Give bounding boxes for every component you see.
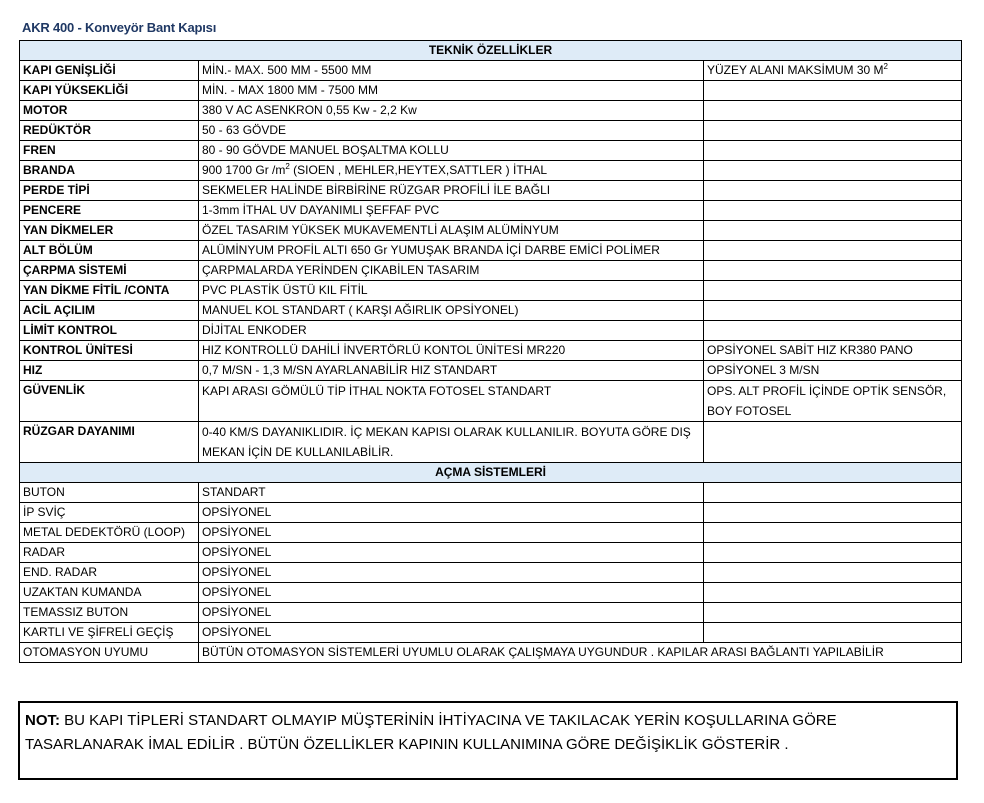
spec-table-body: [20, 41, 962, 663]
spec-value: DİJİTAL ENKODER: [199, 321, 704, 341]
spec-value: 80 - 90 GÖVDE MANUEL BOŞALTMA KOLLU: [199, 141, 704, 161]
spec-value-text-cont: (SIOEN , MEHLER,HEYTEX,SATTLER ) İTHAL: [289, 163, 547, 177]
spec-extra: [704, 81, 962, 101]
opening-row: [20, 623, 962, 643]
opening-row: [20, 503, 962, 523]
spec-row: [20, 161, 962, 181]
opening-label: RADAR: [20, 543, 199, 563]
opening-row: [20, 603, 962, 623]
spec-label: HIZ: [20, 361, 199, 381]
spec-extra-text: YÜZEY ALANI MAKSİMUM 30 M: [707, 63, 884, 77]
opening-label: END. RADAR: [20, 563, 199, 583]
spec-value: ALÜMİNYUM PROFİL ALTI 650 Gr YUMUŞAK BRANDA İÇİ DARBE EMİCİ POLİMER: [199, 241, 704, 261]
opening-value: OPSİYONEL: [199, 623, 704, 643]
spec-value: 0-40 KM/S DAYANIKLIDIR. İÇ MEKAN KAPISI OLARAK KULLANILIR. BOYUTA GÖRE DIŞ MEKAN İÇİN DE KULLANILABİLİR.: [199, 422, 704, 463]
opening-extra: [704, 583, 962, 603]
opening-row: [20, 483, 962, 503]
spec-label: FREN: [20, 141, 199, 161]
spec-label: PENCERE: [20, 201, 199, 221]
spec-value: MİN.- MAX. 500 MM - 5500 MM: [199, 61, 704, 81]
spec-label: PERDE TİPİ: [20, 181, 199, 201]
spec-row: [20, 381, 962, 422]
automation-label: OTOMASYON UYUMU: [20, 643, 199, 663]
spec-value: 50 - 63 GÖVDE: [199, 121, 704, 141]
spec-extra: OPSİYONEL SABİT HIZ KR380 PANO: [704, 341, 962, 361]
spec-row: [20, 301, 962, 321]
opening-extra: [704, 523, 962, 543]
spec-extra: [704, 201, 962, 221]
spec-label: KAPI YÜKSEKLİĞİ: [20, 81, 199, 101]
spec-value: MİN. - MAX 1800 MM - 7500 MM: [199, 81, 704, 101]
spec-row: [20, 261, 962, 281]
spec-extra: [704, 261, 962, 281]
section-header-row: [20, 463, 962, 483]
spec-value: ÖZEL TASARIM YÜKSEK MUKAVEMENTLİ ALAŞIM ALÜMİNYUM: [199, 221, 704, 241]
spec-row: [20, 181, 962, 201]
spec-extra: [704, 101, 962, 121]
spec-label: MOTOR: [20, 101, 199, 121]
spec-row: [20, 141, 962, 161]
opening-value: STANDART: [199, 483, 704, 503]
spec-label: LİMİT KONTROL: [20, 321, 199, 341]
opening-label: BUTON: [20, 483, 199, 503]
opening-value: OPSİYONEL: [199, 583, 704, 603]
spec-label: KAPI GENİŞLİĞİ: [20, 61, 199, 81]
spec-label: ACİL AÇILIM: [20, 301, 199, 321]
section-header-row: [20, 41, 962, 61]
spec-value-superscript: 2: [285, 162, 290, 171]
opening-value: OPSİYONEL: [199, 543, 704, 563]
spec-value-text: 900 1700 Gr /m: [202, 163, 286, 177]
spec-extra-superscript: 2: [883, 62, 888, 71]
opening-row: [20, 583, 962, 603]
spec-row: [20, 341, 962, 361]
spec-value: KAPI ARASI GÖMÜLÜ TİP İTHAL NOKTA FOTOSEL STANDART: [199, 381, 704, 422]
opening-value: OPSİYONEL: [199, 503, 704, 523]
spec-label: GÜVENLİK: [20, 381, 199, 422]
automation-value: BÜTÜN OTOMASYON SİSTEMLERİ UYUMLU OLARAK ÇALIŞMAYA UYGUNDUR . KAPILAR ARASI BAĞLANTI YAPILABİLİR: [199, 643, 962, 663]
opening-label: UZAKTAN KUMANDA: [20, 583, 199, 603]
spec-row: [20, 121, 962, 141]
spec-label: YAN DİKME FİTİL /CONTA: [20, 281, 199, 301]
spec-label: RÜZGAR DAYANIMI: [20, 422, 199, 463]
spec-row: [20, 221, 962, 241]
opening-extra: [704, 563, 962, 583]
spec-value: [199, 161, 704, 181]
spec-value: 1-3mm İTHAL UV DAYANIMLI ŞEFFAF PVC: [199, 201, 704, 221]
opening-row: [20, 563, 962, 583]
opening-label: İP SVİÇ: [20, 503, 199, 523]
spec-extra: OPS. ALT PROFİL İÇİNDE OPTİK SENSÖR, BOY FOTOSEL: [704, 381, 962, 422]
spec-row: [20, 101, 962, 121]
opening-value: OPSİYONEL: [199, 523, 704, 543]
spec-row: [20, 321, 962, 341]
spec-label: ALT BÖLÜM: [20, 241, 199, 261]
spec-extra: [704, 61, 962, 81]
opening-value: OPSİYONEL: [199, 603, 704, 623]
spec-row: [20, 241, 962, 261]
note-text: BU KAPI TİPLERİ STANDART OLMAYIP MÜŞTERİNİN İHTİYACINA VE TAKILACAK YERİN KOŞULLARINA GÖRE TASARLANARAK İMAL EDİLİR . BÜTÜN ÖZELLİKLER KAPININ KULLANIMINA GÖRE DEĞİŞİKLİK GÖSTERİR .: [25, 712, 837, 753]
opening-value: OPSİYONEL: [199, 563, 704, 583]
opening-extra: [704, 623, 962, 643]
spec-row: [20, 361, 962, 381]
spec-extra: [704, 301, 962, 321]
spec-value: SEKMELER HALİNDE BİRBİRİNE RÜZGAR PROFİLİ İLE BAĞLI: [199, 181, 704, 201]
spec-row: [20, 201, 962, 221]
spec-value: 380 V AC ASENKRON 0,55 Kw - 2,2 Kw: [199, 101, 704, 121]
opening-row: [20, 523, 962, 543]
spec-row: [20, 61, 962, 81]
spec-extra: [704, 161, 962, 181]
opening-extra: [704, 503, 962, 523]
spec-value: 0,7 M/SN - 1,3 M/SN AYARLANABİLİR HIZ STANDART: [199, 361, 704, 381]
document-title: AKR 400 - Konveyör Bant Kapısı: [22, 20, 217, 35]
spec-extra: OPSİYONEL 3 M/SN: [704, 361, 962, 381]
spec-extra: [704, 121, 962, 141]
spec-label: KONTROL ÜNİTESİ: [20, 341, 199, 361]
spec-row: [20, 81, 962, 101]
spec-value: MANUEL KOL STANDART ( KARŞI AĞIRLIK OPSİYONEL): [199, 301, 704, 321]
opening-extra: [704, 543, 962, 563]
spec-extra: [704, 281, 962, 301]
spec-extra: [704, 241, 962, 261]
spec-value: ÇARPMALARDA YERİNDEN ÇIKABİLEN TASARIM: [199, 261, 704, 281]
spec-label: YAN DİKMELER: [20, 221, 199, 241]
opening-extra: [704, 603, 962, 623]
opening-label: KARTLI VE ŞİFRELİ GEÇİŞ: [20, 623, 199, 643]
opening-extra: [704, 483, 962, 503]
spec-row: [20, 281, 962, 301]
note-prefix: NOT:: [25, 712, 60, 729]
opening-label: TEMASSIZ BUTON: [20, 603, 199, 623]
spec-extra: [704, 321, 962, 341]
opening-row: [20, 543, 962, 563]
spec-label: REDÜKTÖR: [20, 121, 199, 141]
spec-extra: [704, 181, 962, 201]
spec-extra: [704, 141, 962, 161]
spec-extra: [704, 422, 962, 463]
spec-table: [19, 40, 962, 663]
spec-label: ÇARPMA SİSTEMİ: [20, 261, 199, 281]
automation-row: [20, 643, 962, 663]
opening-label: METAL DEDEKTÖRÜ (LOOP): [20, 523, 199, 543]
spec-value: PVC PLASTİK ÜSTÜ KIL FİTİL: [199, 281, 704, 301]
spec-label: BRANDA: [20, 161, 199, 181]
note-box: [18, 701, 958, 780]
spec-value: HIZ KONTROLLÜ DAHİLİ İNVERTÖRLÜ KONTOL ÜNİTESİ MR220: [199, 341, 704, 361]
spec-extra: [704, 221, 962, 241]
section-opening: AÇMA SİSTEMLERİ: [20, 463, 962, 483]
section-technical: TEKNİK ÖZELLİKLER: [20, 41, 962, 61]
spec-row: [20, 422, 962, 463]
